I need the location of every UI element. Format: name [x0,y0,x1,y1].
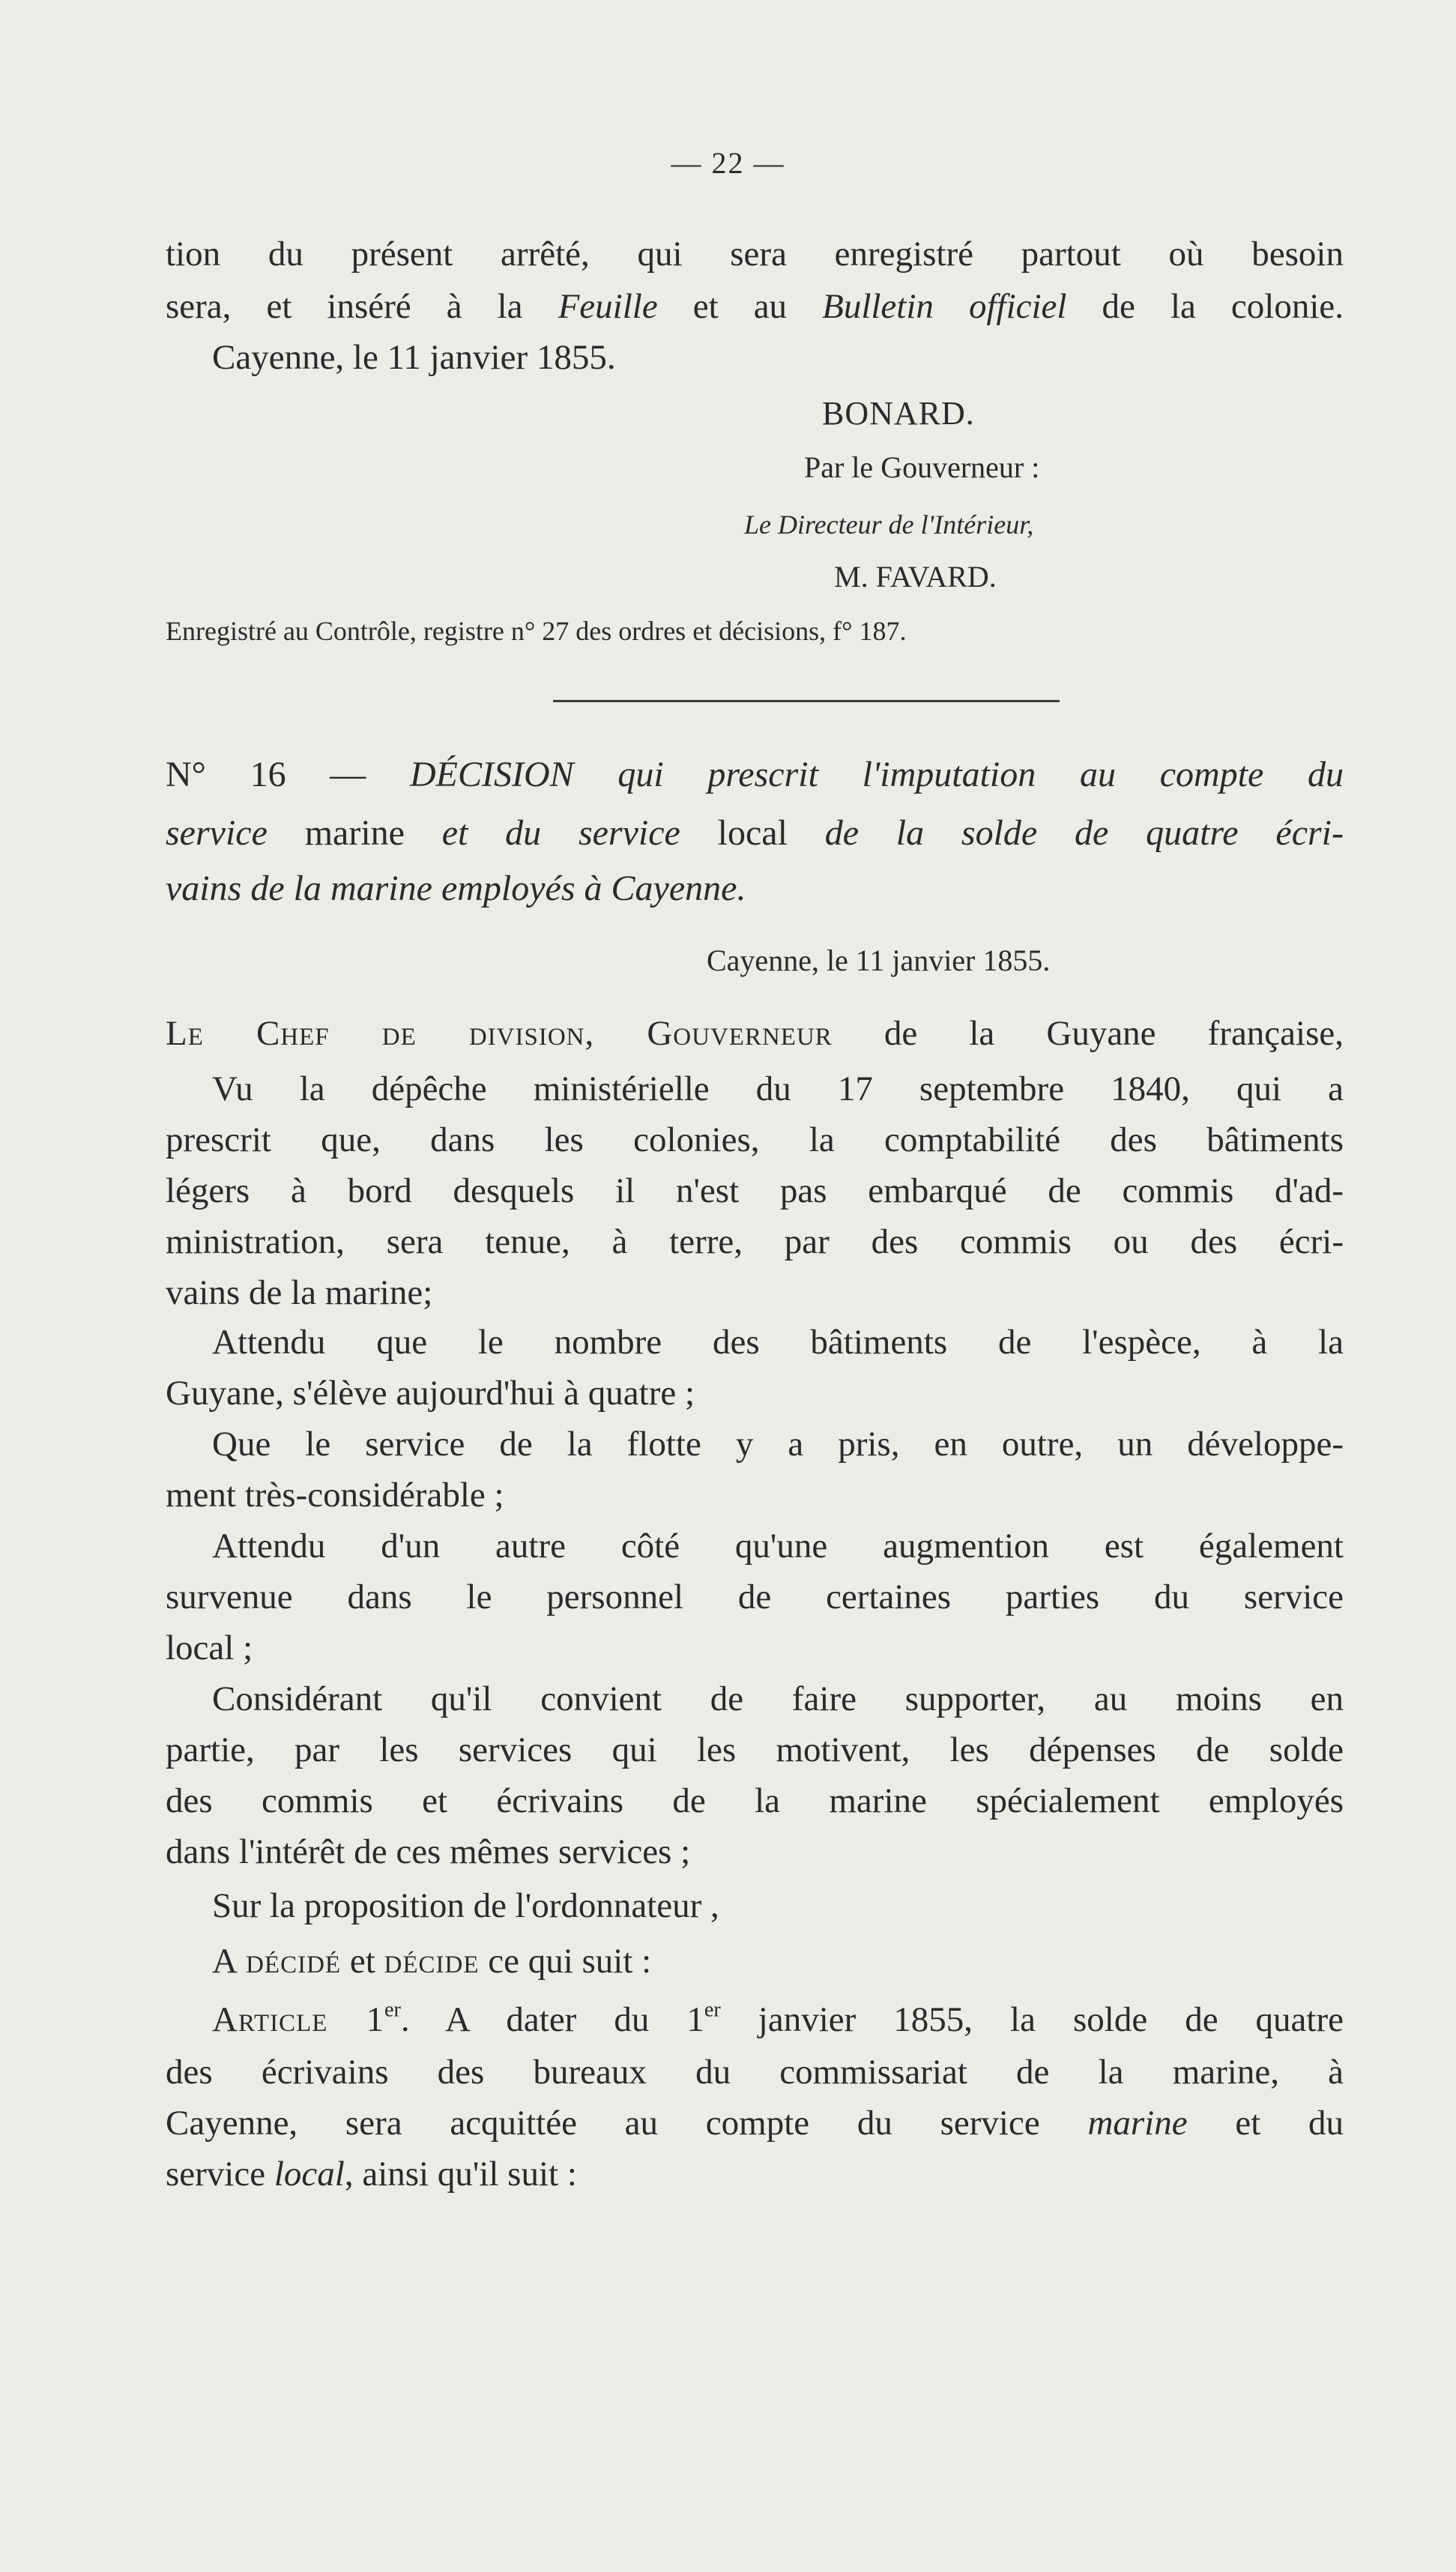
preamble-line-2 [166,289,1344,324]
article-line-3: Cayenne, sera acquittée au compte du service marine et du [166,2104,1344,2143]
chef-title: Le Chef de division, Gouverneur [166,1014,833,1053]
article-line-4: service local, ainsi qu'il suit : [166,2155,577,2194]
by-governor-label: Par le Gouverneur : [804,450,1040,484]
paragraph-line: Attendu d'un autre côté qu'une augmention est également [212,1527,1344,1566]
paragraph-line: Attendu que le nombre des bâtiments de l'espèce, à la [212,1323,1344,1362]
chef-rest: de la Guyane française, [832,1014,1344,1053]
decision-title-line-1 [166,757,1344,793]
decision-title-line-3: vains de la marine employés à Cayenne. [166,869,746,908]
paragraph-line: vains de la marine; [166,1273,433,1312]
preamble-text: et au [657,287,823,326]
page-number: — 22 — [671,146,785,180]
decision-chef-line [166,1016,1344,1051]
paragraph-line: des commis et écrivains de la marine spécialement employés [166,1781,1344,1820]
bulletin-title: Bulletin officiel [822,287,1067,326]
decision-number: N° 16 — [166,755,410,794]
paragraph-line: ment très-considérable ; [166,1476,504,1515]
preamble-text: sera, et inséré à la [166,287,558,326]
director-name: M. FAVARD. [834,560,997,594]
decision-word: DÉCISION [410,755,574,794]
paragraph-line: dans l'intérêt de ces mêmes services ; [166,1832,691,1871]
director-title: Le Directeur de l'Intérieur, [744,510,1034,540]
decision-title-text: qui prescrit l'imputation au compte du [573,755,1344,794]
article-label: Article 1 [212,2000,384,2039]
paragraph-line: Considérant qu'il convient de faire supporter, au moins en [212,1679,1344,1718]
signatory-name: BONARD. [822,395,975,432]
preamble-line-1: tion du présent arrêté, qui sera enregistré partout où besoin [166,235,1344,274]
paragraph-line: légers à bord desquels il n'est pas embarqué de commis d'ad- [166,1171,1344,1210]
decision-date: Cayenne, le 11 janvier 1855. [707,944,1051,977]
paragraph-line: survenue dans le personnel de certaines parties du service [166,1578,1344,1616]
article-line-2: des écrivains des bureaux du commissariat de la marine, à [166,2053,1344,2092]
paragraph-line: Guyane, s'élève aujourd'hui à quatre ; [166,1374,695,1413]
preamble-date: Cayenne, le 11 janvier 1855. [212,338,616,377]
paragraph-line: prescrit que, dans les colonies, la comptabilité des bâtiments [166,1120,1344,1159]
section-divider [553,700,1060,702]
paragraph-line: Que le service de la flotte y a pris, en outre, un développe- [212,1425,1344,1464]
article-line-1: Article 1er. A dater du 1er janvier 1855, la solde de quatre [212,1998,1344,2039]
paragraph-line: Vu la dépêche ministérielle du 17 septembre 1840, qui a [212,1069,1344,1108]
preamble-text: de la colonie. [1066,287,1344,326]
decide-line: A décidé et décide ce qui suit : [212,1942,652,1981]
paragraph-line: local ; [166,1628,253,1667]
registry-note: Enregistré au Contrôle, registre n° 27 des ordres et décisions, f° 187. [166,616,907,646]
paragraph-line: Sur la proposition de l'ordonnateur , [212,1886,719,1925]
paragraph-line: partie, par les services qui les motivent, les dépenses de solde [166,1730,1344,1769]
feuille-title: Feuille [558,287,658,326]
decision-title-line-2: service marine et du service local de la solde de quatre écri- [166,813,1344,853]
paragraph-line: ministration, sera tenue, à terre, par des commis ou des écri- [166,1222,1344,1261]
